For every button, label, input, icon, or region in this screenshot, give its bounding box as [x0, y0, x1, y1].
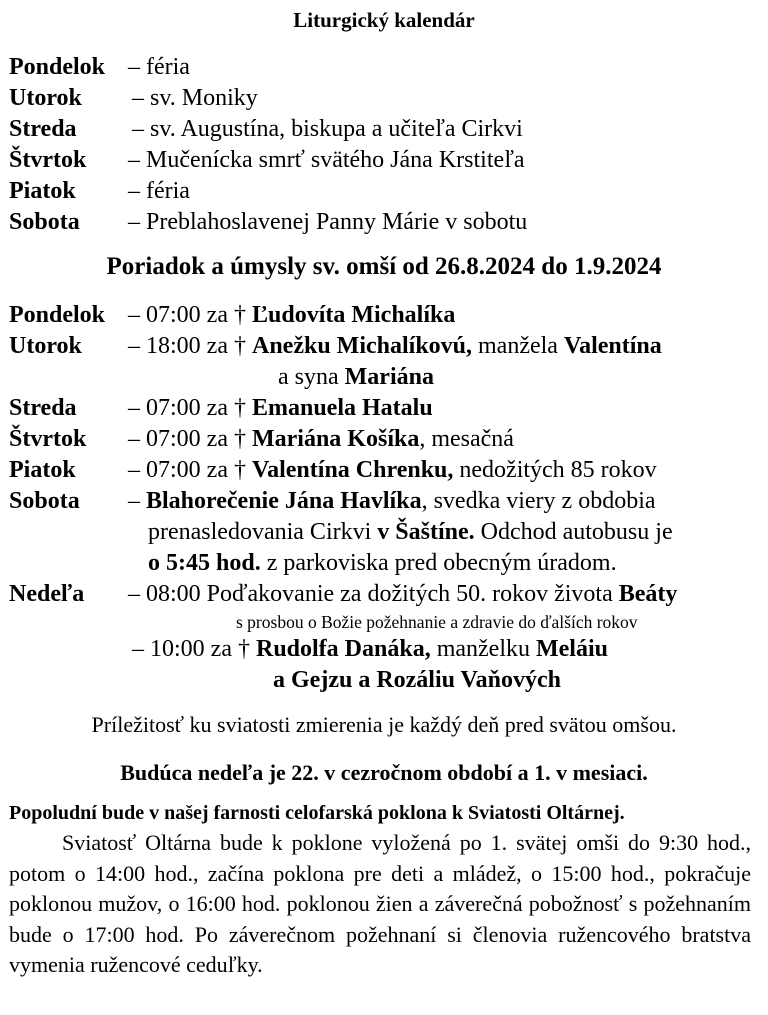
mass-intention: Valentína Chrenku,	[251, 457, 454, 483]
calendar-day: Sobota	[9, 209, 80, 235]
mass-text: , svedka viery z obdobia	[421, 488, 656, 514]
mass-entry	[128, 457, 657, 484]
calendar-title: Liturgický kalendár	[293, 8, 475, 32]
mass-intention: Valentína	[563, 333, 662, 359]
calendar-entry: – Preblahoslavenej Panny Márie v sobotu	[128, 209, 528, 235]
calendar-day: Streda	[9, 116, 77, 142]
calendar-entry: – Mučenícka smrť svätého Jána Krstiteľa	[128, 147, 525, 173]
mass-note: s prosbou o Božie požehnanie a zdravie do ďalších rokov	[236, 612, 638, 632]
masses-title: Poriadok a úmysly sv. omší od 26.8.2024 do 1.9.2024	[106, 253, 662, 280]
mass-day: Štvrtok	[9, 426, 87, 452]
mass-time: – 08:00 Poďakovanie za dožitých 50. rokov života	[128, 581, 619, 607]
mass-text: , mesačná	[419, 426, 514, 452]
mass-entry	[128, 426, 514, 453]
mass-text: z parkoviska pred obecným úradom.	[260, 550, 617, 576]
mass-intention: a Gejzu a Rozáliu Vaňových	[273, 667, 562, 693]
mass-time: – 07:00 za †	[128, 302, 252, 328]
mass-entry	[128, 333, 662, 360]
mass-entry	[128, 395, 433, 422]
calendar-day: Piatok	[9, 178, 76, 204]
mass-day: Nedeľa	[9, 581, 85, 607]
adoration-heading: Popoludní bude v našej farnosti celofarská poklona k Sviatosti Oltárnej.	[9, 802, 625, 824]
mass-intention: Rudolfa Danáka,	[255, 636, 431, 662]
mass-text: a syna	[278, 364, 345, 390]
mass-entry	[128, 488, 656, 515]
mass-day: Pondelok	[9, 302, 106, 328]
mass-entry	[128, 302, 455, 329]
next-sunday-note: Budúca nedeľa je 22. v cezročnom období a 1. v mesiaci.	[120, 760, 648, 785]
mass-text: prenasledovania Cirkvi	[148, 519, 378, 545]
calendar-entry: – féria	[128, 178, 190, 204]
mass-day: Piatok	[9, 457, 76, 483]
calendar-day: Pondelok	[9, 54, 106, 80]
mass-intention: Mariána Košíka	[251, 426, 420, 452]
mass-intention: Ľudovíta Michalíka	[251, 302, 456, 328]
calendar-day: Utorok	[9, 85, 82, 111]
mass-entry	[128, 581, 677, 608]
mass-intention: Meláiu	[536, 636, 608, 662]
calendar-entry: – sv. Augustína, biskupa a učiteľa Cirkvi	[132, 116, 523, 142]
mass-location: v Šaštíne.	[377, 519, 475, 545]
mass-text: nedožitých 85 rokov	[453, 457, 657, 483]
adoration-text: Sviatosť Oltárna bude k poklone vyložená po 1. svätej omši do 9:30 hod., potom o 14:00 hod., začína poklona pre deti a mládež, o 15:00 hod., pokračuje poklonou mužov, o 16:00 hod. poklonou žien a záverečná pobožnosť s požehnaním bude o 17:00 hod. Po záverečnom požehnaní si členovia ružencového bratstva vymenia ružencové ceduľky.	[9, 830, 751, 977]
mass-time: – 07:00 za †	[128, 395, 252, 421]
mass-day: Sobota	[9, 488, 80, 514]
calendar-entry: – sv. Moniky	[132, 85, 258, 111]
mass-text: Odchod autobusu je	[474, 519, 673, 545]
mass-intention: Blahorečenie Jána Havlíka	[146, 488, 422, 514]
confession-note: Príležitosť ku sviatosti zmierenia je každý deň pred svätou omšou.	[91, 712, 677, 737]
mass-intention: Beáty	[618, 581, 678, 607]
mass-entry-continued	[148, 550, 617, 577]
departure-time: o 5:45 hod.	[148, 550, 261, 576]
mass-entry	[132, 636, 608, 663]
mass-intention: Emanuela Hatalu	[251, 395, 433, 421]
mass-entry-continued	[278, 364, 434, 391]
mass-time: – 07:00 za †	[128, 426, 252, 452]
mass-entry-continued	[273, 667, 561, 694]
mass-time: – 10:00 za †	[132, 636, 256, 662]
mass-time: – 18:00 za †	[128, 333, 252, 359]
mass-text: manžela	[472, 333, 564, 359]
mass-text: –	[128, 488, 146, 514]
mass-intention: Anežku Michalíkovú,	[251, 333, 473, 359]
calendar-entry: – féria	[128, 54, 190, 80]
mass-day: Utorok	[9, 333, 82, 359]
mass-time: – 07:00 za †	[128, 457, 252, 483]
mass-intention: Mariána	[344, 364, 434, 390]
calendar-day: Štvrtok	[9, 147, 87, 173]
mass-text: manželku	[430, 636, 536, 662]
mass-day: Streda	[9, 395, 77, 421]
mass-entry-continued	[148, 519, 673, 546]
